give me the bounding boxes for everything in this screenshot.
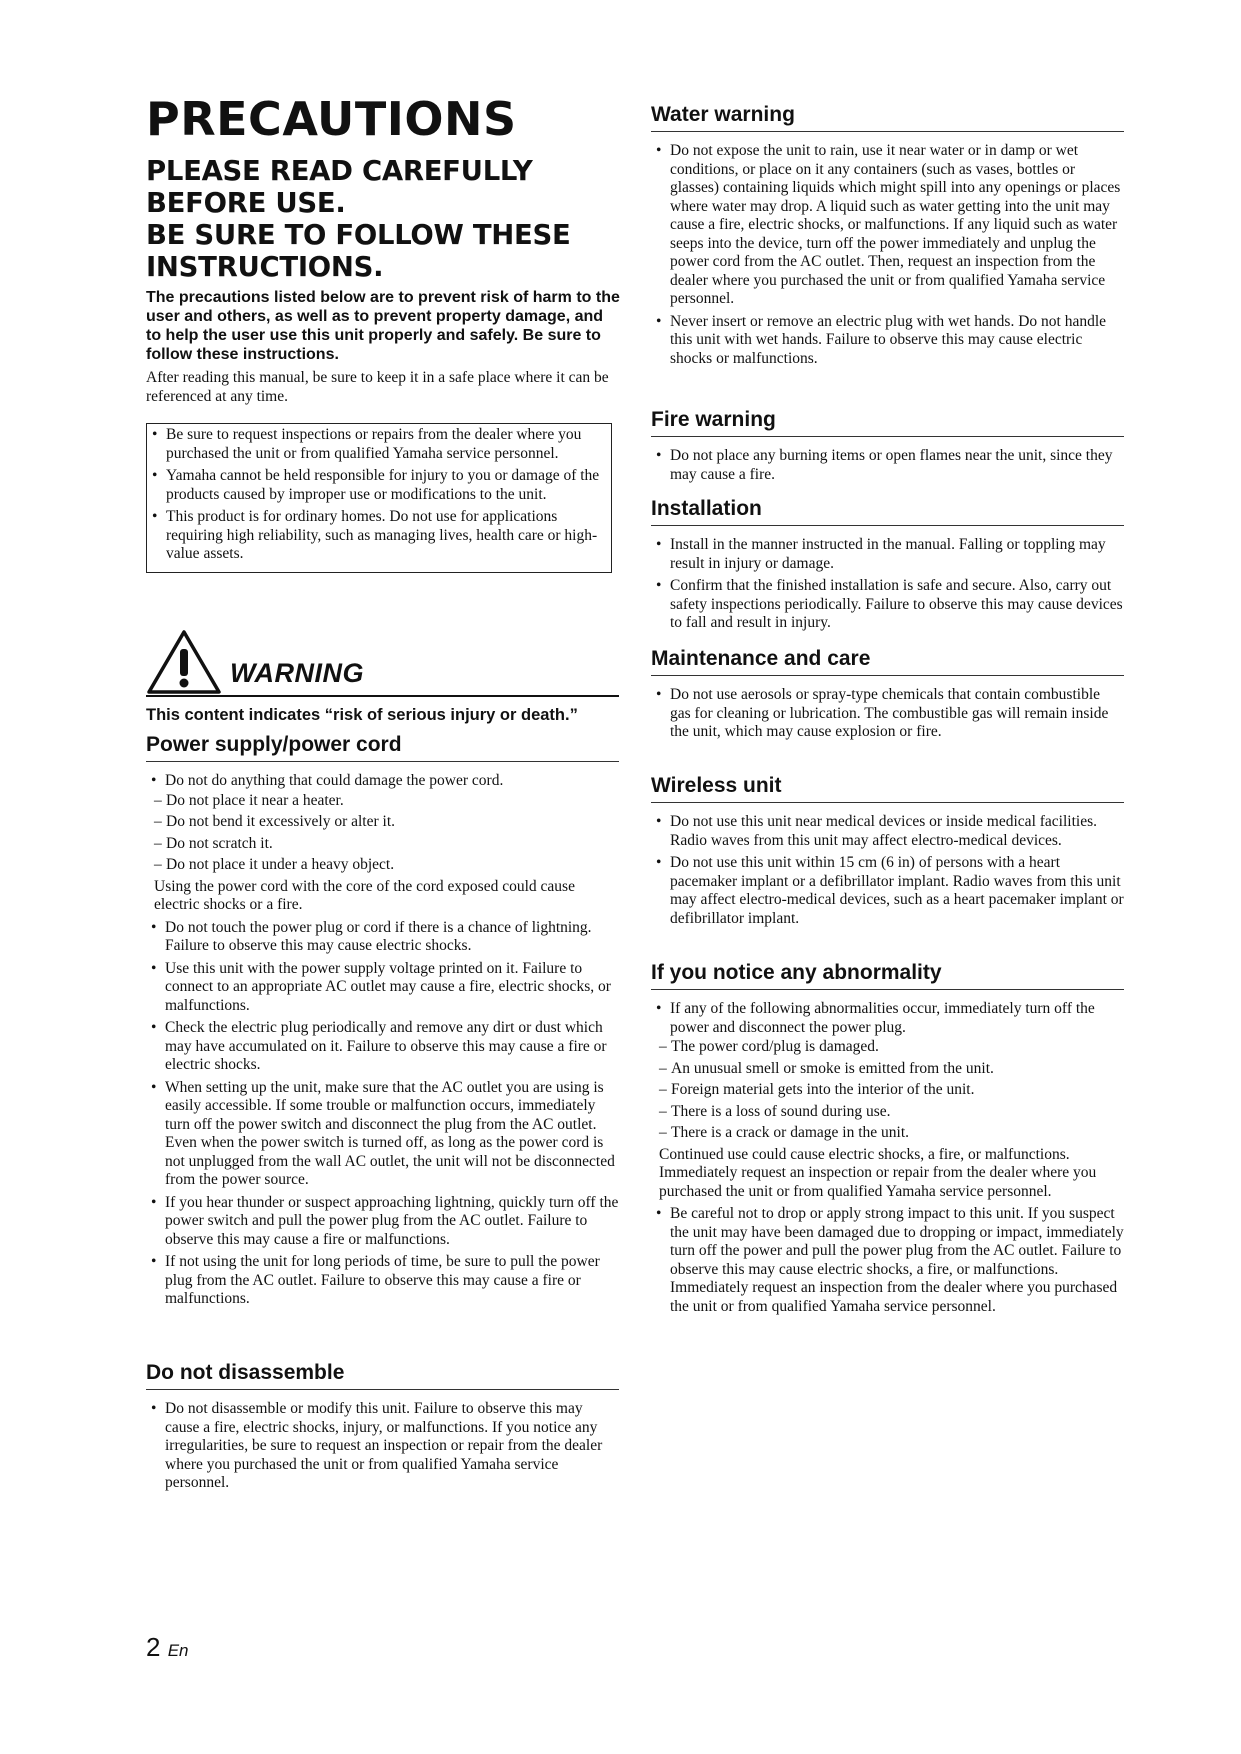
bullet-item: • Never insert or remove an electric plug with wet hands. Do not handle this unit with wet hands. Failure to observe this may cause electric shocks or malfunctions. [651,313,1124,369]
sub-item: – Foreign material gets into the interior of the unit. [651,1081,1124,1100]
warning-header [146,628,619,700]
bullet-item: • Do not use this unit within 15 cm (6 in) of persons with a heart pacemaker implant or a defibrillator implant. Radio waves from this unit may affect electro-medical devices, such as a heart pacemaker implant or defibrillator implant. [651,854,1124,928]
section-title: Wireless unit [651,773,1124,803]
bullet-item: • Do not touch the power plug or cord if there is a chance of lightning. Failure to observe this may cause electric shocks. [146,919,619,956]
section-power-supply [146,732,619,1313]
notice-box [146,423,612,573]
section-do-not-disassemble [146,1360,619,1497]
continuation-text: Continued use could cause electric shocks, a fire, or malfunctions. Immediately request an inspection or repair from the dealer where you purchased the unit or from qualified Yamaha service personnel. [659,1145,1097,1200]
notice-item: • Yamaha cannot be held responsible for injury to you or damage of the products caused by improper use or modifications to the unit. [147,467,609,504]
subtitle-line: INSTRUCTIONS. [146,251,384,283]
section-title: Do not disassemble [146,1360,619,1390]
warning-triangle-icon [146,628,222,696]
subtitle-line: PLEASE READ CAREFULLY [146,155,533,187]
subtitle-line: BE SURE TO FOLLOW THESE [146,219,571,251]
sub-item: – There is a loss of sound during use. [651,1103,1124,1122]
sub-item: – Do not scratch it. [146,835,619,854]
sub-item: – An unusual smell or smoke is emitted from the unit. [651,1060,1124,1079]
bullet-item: • Do not disassemble or modify this unit. Failure to observe this may cause a fire, electric shocks, injury, or malfunctions. If you notice any irregularities, be sure to request an inspection or repair from the dealer where you purchased the unit or from qualified Yamaha service personnel. [146,1400,619,1493]
page-number-value: 2 [146,1632,161,1662]
intro-plain-text: After reading this manual, be sure to keep it in a safe place where it can be referenced at any time. [146,369,609,405]
bullet-item: • Install in the manner instructed in the manual. Falling or toppling may result in injury or damage. [651,536,1124,573]
section-title: Power supply/power cord [146,732,619,762]
bullet-item: • When setting up the unit, make sure that the AC outlet you are using is easily accessible. If some trouble or malfunction occurs, immediately turn off the power switch and disconnect the plug from the AC outlet. Even when the power switch is turned off, as long as the power cord is not unplugged from the wall AC outlet, the unit will not be disconnected from the power source. [146,1079,619,1190]
section-title: Fire warning [651,407,1124,437]
section-installation [651,496,1124,637]
bullet-item: • Use this unit with the power supply voltage printed on it. Failure to connect to an appropriate AC outlet may cause a fire, electric shocks, or malfunctions. [146,960,619,1016]
bullet-item: • If not using the unit for long periods of time, be sure to pull the power plug from the AC outlet. Failure to observe this may cause a fire or malfunctions. [146,1253,619,1309]
section-abnormality [651,960,1124,1320]
warning-label: WARNING [230,658,364,688]
bullet-item: • Be careful not to drop or apply strong impact to this unit. If you suspect the unit may have been damaged due to dropping or impact, immediately turn off the power and pull the power plug from the AC outlet. Failure to observe this may cause electric shocks, a fire, or malfunctions. Immediately request an inspection from the dealer where you purchased the unit or from qualified Yamaha service personnel. [651,1205,1124,1316]
sub-item: – There is a crack or damage in the unit. [651,1124,1124,1143]
bullet-item: • Do not use aerosols or spray-type chemicals that contain combustible gas for cleaning or lubrication. The combustible gas will remain inside the unit, which may cause explosion or fire. [651,686,1124,742]
section-title: Maintenance and care [651,646,1124,676]
warning-description: This content indicates “risk of serious injury or death.” [146,706,578,724]
bullet-item: • Confirm that the finished installation is safe and secure. Also, carry out safety inspections periodically. Failure to observe this may cause devices to fall and result in injury. [651,577,1124,633]
bullet-item: • Do not use this unit near medical devices or inside medical facilities. Radio waves from this unit may affect electro-medical devices. [651,813,1124,850]
bullet-item: • Do not do anything that could damage the power cord. [146,772,619,791]
page-subtitle [146,155,626,283]
section-title: Water warning [651,102,1124,132]
section-wireless [651,773,1124,932]
bullet-item: • Check the electric plug periodically and remove any dirt or dust which may have accumulated on it. Failure to observe this may cause a fire or electric shocks. [146,1019,619,1075]
sub-item: – Do not place it under a heavy object. [146,856,619,875]
sub-item: – The power cord/plug is damaged. [651,1038,1124,1057]
notice-item: • This product is for ordinary homes. Do not use for applications requiring high reliability, such as managing lives, health care or high-value assets. [147,508,609,564]
bullet-item: • If you hear thunder or suspect approaching lightning, quickly turn off the power switch and pull the power plug from the AC outlet. Failure to observe this may cause a fire or malfunctions. [146,1194,619,1250]
bullet-item: • Do not expose the unit to rain, use it near water or in damp or wet conditions, or place on it any containers (such as vases, bottles or glasses) containing liquids which might spill into any openings or places where water may drop. A liquid such as water getting into the unit may cause a fire, electric shocks, or malfunctions. If any liquid such as water seeps into the device, turn off the power immediately and unplug the power cord from the AC outlet. Then, request an inspection from the dealer where you purchased the unit or from qualified Yamaha service personnel. [651,142,1124,309]
sub-item: – Do not place it near a heater. [146,792,619,811]
bullet-item: • Do not place any burning items or open flames near the unit, since they may cause a fire. [651,447,1124,484]
warning-divider [146,695,619,697]
page-number [146,1632,189,1663]
continuation-text: Using the power cord with the core of the cord exposed could cause electric shocks or a fire. [154,877,575,913]
notice-item: • Be sure to request inspections or repairs from the dealer where you purchased the unit or from qualified Yamaha service personnel. [147,426,609,463]
section-fire-warning [651,407,1124,488]
page-title: PRECAUTIONS [146,92,517,146]
section-title: Installation [651,496,1124,526]
section-title: If you notice any abnormality [651,960,1124,990]
sub-item: – Do not bend it excessively or alter it. [146,813,619,832]
section-maintenance [651,646,1124,746]
page-language: En [167,1641,189,1660]
section-water-warning [651,102,1124,372]
subtitle-line: BEFORE USE. [146,187,346,219]
bullet-item: • If any of the following abnormalities occur, immediately turn off the power and disconnect the power plug. [651,1000,1124,1037]
intro-bold-text: The precautions listed below are to prevent risk of harm to the user and others, as well as to prevent property damage, and to help the user use this unit properly and safely. Be sure to follow these instructions. [146,289,620,363]
